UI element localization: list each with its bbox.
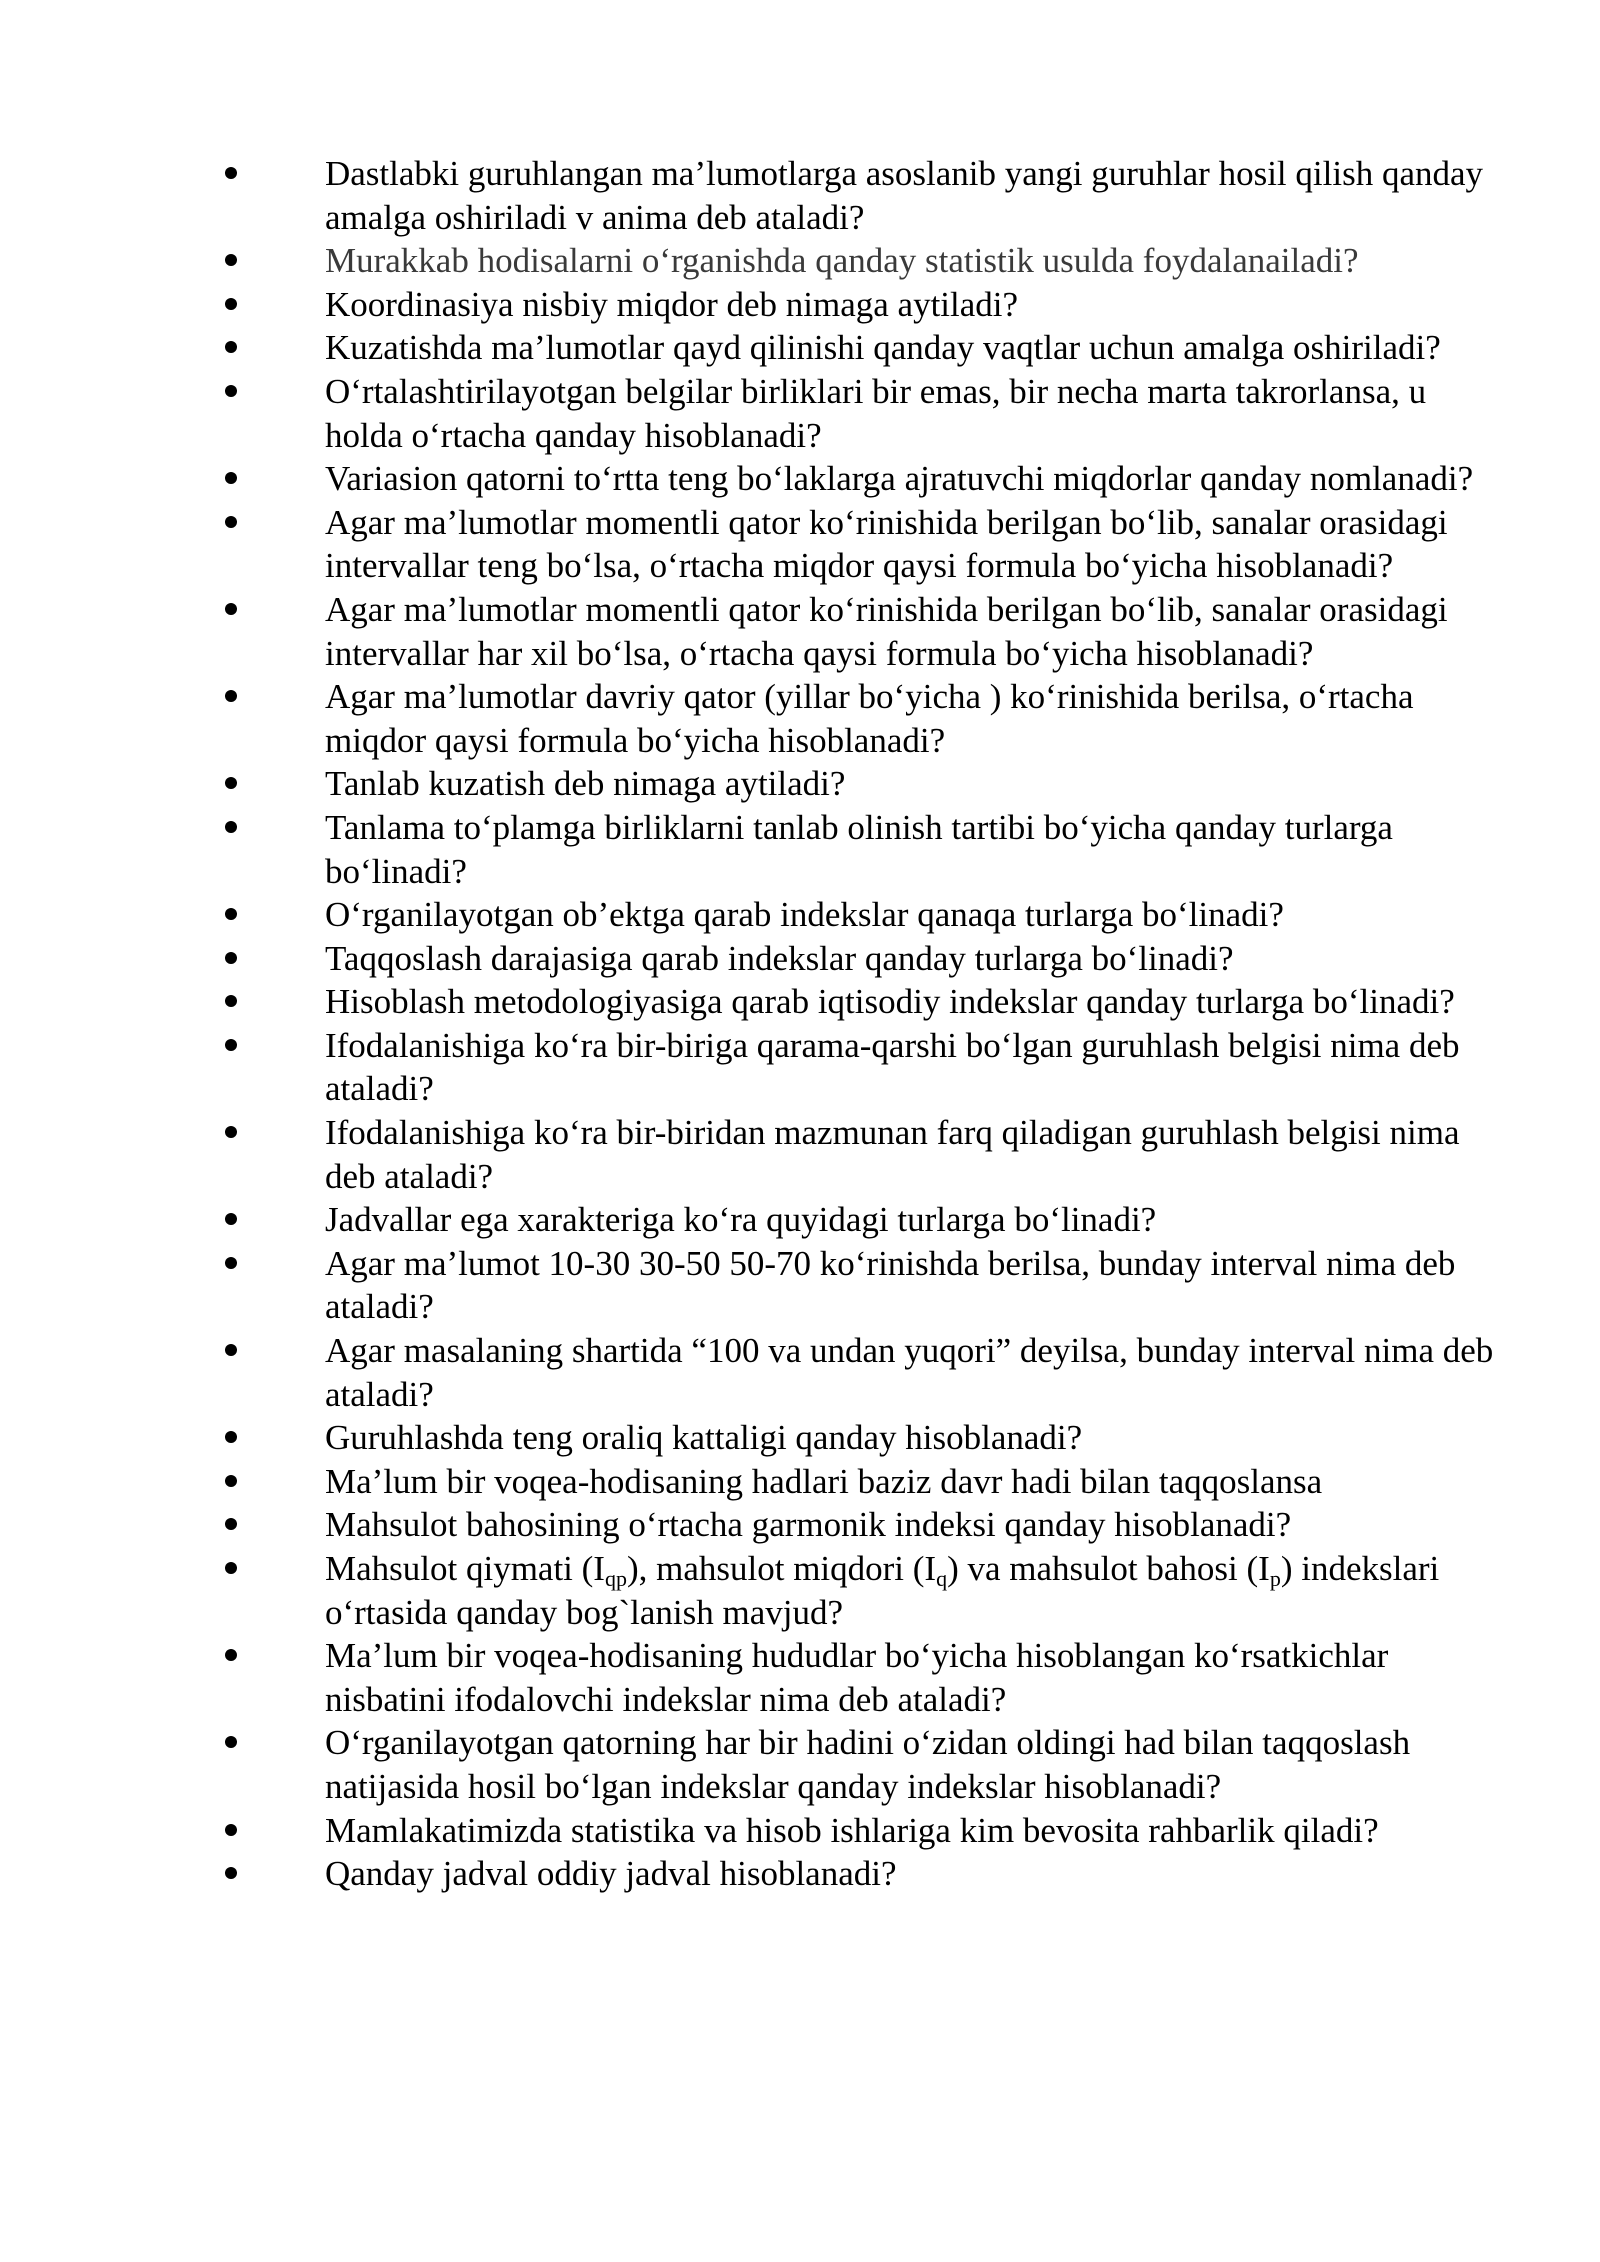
question-text: Koordinasiya nisbiy miqdor deb nimaga aytiladi? (325, 284, 1019, 324)
document-page (0, 152, 1600, 1896)
list-item (0, 1242, 1495, 1329)
question-text: Ma’lum bir voqea-hodisaning hududlar bo‘yicha hisoblangan ko‘rsatkichlar nisbatini ifodalovchi indekslar nima deb ataladi? (325, 1636, 1389, 1719)
bullet-icon (225, 167, 237, 179)
question-text-part: ) va mahsulot bahosi (I (947, 1549, 1270, 1588)
list-item (0, 1198, 1495, 1242)
bullet-icon (225, 1518, 237, 1530)
list-item (0, 1721, 1495, 1808)
list-item (0, 762, 1495, 806)
list-item (0, 675, 1495, 762)
list-item (0, 457, 1495, 501)
list-item (0, 893, 1495, 937)
bullet-icon (225, 952, 237, 964)
list-item (0, 501, 1495, 588)
bullet-icon (225, 341, 237, 353)
bullet-icon (225, 995, 237, 1007)
question-text-with-subscripts (325, 1549, 1439, 1632)
list-item (0, 806, 1495, 893)
list-item (0, 370, 1495, 457)
question-text: Tanlab kuzatish deb nimaga aytiladi? (325, 764, 846, 804)
question-text: Tanlama to‘plamga birliklarni tanlab olinish tartibi bo‘yicha qanday turlarga bo‘linadi? (325, 807, 1393, 891)
list-item (0, 1460, 1495, 1504)
question-text: Mamlakatimizda statistika va hisob ishlariga kim bevosita rahbarlik qiladi? (325, 1810, 1379, 1850)
question-text: Murakkab hodisalarni o‘rganishda qanday statistik usulda foydalanailadi? (325, 241, 1359, 281)
subscript-q: q (936, 1566, 948, 1591)
question-list (0, 152, 1600, 1896)
question-text: Agar ma’lumotlar davriy qator (yillar bo‘yicha ) ko‘rinishida berilsa, o‘rtacha miqdor qaysi formula bo‘yicha hisoblanadi? (325, 677, 1414, 760)
list-item (0, 1634, 1495, 1721)
list-item (0, 1852, 1495, 1896)
bullet-icon (225, 1431, 237, 1443)
list-item (0, 326, 1495, 370)
question-text: Ifodalanishiga ko‘ra bir-biriga qarama-qarshi bo‘lgan guruhlash belgisi nima deb ataladi? (325, 1025, 1460, 1109)
question-text: Qanday jadval oddiy jadval hisoblanadi? (325, 1854, 897, 1894)
bullet-icon (225, 1126, 237, 1138)
question-text: Guruhlashda teng oraliq kattaligi qanday hisoblanadi? (325, 1418, 1083, 1458)
question-text: Mahsulot bahosining o‘rtacha garmonik indeksi qanday hisoblanadi? (325, 1505, 1292, 1545)
list-item (0, 1416, 1495, 1460)
bullet-icon (225, 690, 237, 702)
bullet-icon (225, 821, 237, 833)
question-text: Variasion qatorni to‘rtta teng bo‘laklarga ajratuvchi miqdorlar qanday nomlanadi? (325, 459, 1474, 499)
question-text: Agar ma’lumotlar momentli qator ko‘rinishida berilgan bo‘lib, sanalar orasidagi intervallar har xil bo‘lsa, o‘rtacha qaysi formula bo‘yicha hisoblanadi? (325, 589, 1448, 673)
question-text: Ifodalanishiga ko‘ra bir-biridan mazmunan farq qiladigan guruhlash belgisi nima deb ataladi? (325, 1113, 1460, 1196)
bullet-icon (225, 1344, 237, 1356)
question-text: O‘rganilayotgan ob’ektga qarab indekslar qanaqa turlarga bo‘linadi? (325, 895, 1284, 935)
list-item (0, 980, 1495, 1024)
subscript-p: p (1269, 1566, 1281, 1591)
bullet-icon (225, 1649, 237, 1661)
list-item (0, 1809, 1495, 1853)
question-text: Taqqoslash darajasiga qarab indekslar qanday turlarga bo‘linadi? (325, 938, 1234, 978)
question-text: O‘rganilayotgan qatorning har bir hadini o‘zidan oldingi had bilan taqqoslash natijasida hosil bo‘lgan indekslar qanday indekslar hisoblanadi? (325, 1723, 1411, 1806)
bullet-icon (225, 1824, 237, 1836)
question-text: Kuzatishda ma’lumotlar qayd qilinishi qanday vaqtlar uchun amalga oshiriladi? (325, 328, 1441, 368)
question-text: Agar ma’lumotlar momentli qator ko‘rinishida berilgan bo‘lib, sanalar orasidagi intervallar teng bo‘lsa, o‘rtacha miqdor qaysi formula bo‘yicha hisoblanadi? (325, 502, 1448, 586)
list-item (0, 1503, 1495, 1547)
bullet-icon (225, 472, 237, 484)
question-text-part: ), mahsulot miqdori (I (626, 1549, 937, 1588)
bullet-icon (225, 603, 237, 615)
bullet-icon (225, 385, 237, 397)
question-text: O‘rtalashtirilayotgan belgilar birliklari bir emas, bir necha marta takrorlansa, u holda o‘rtacha qanday hisoblanadi? (325, 371, 1427, 455)
list-item (0, 937, 1495, 981)
list-item (0, 152, 1495, 239)
bullet-icon (225, 908, 237, 920)
list-item (0, 1547, 1495, 1634)
bullet-icon (225, 1867, 237, 1879)
question-text: Agar ma’lumot 10-30 30-50 50-70 ko‘rinishda berilsa, bunday interval nima deb ataladi? (325, 1243, 1456, 1327)
bullet-icon (225, 1475, 237, 1487)
list-item (0, 1111, 1495, 1198)
subscript-qp: qp (604, 1566, 627, 1591)
question-text-part: ) indekslari o‘rtasida qanday bog`lanish mavjud? (325, 1549, 1440, 1632)
bullet-icon (225, 1213, 237, 1225)
bullet-icon (225, 1736, 237, 1748)
bullet-icon (225, 1562, 237, 1574)
bullet-icon (225, 1257, 237, 1269)
bullet-icon (225, 254, 237, 266)
question-text: Agar masalaning shartida “100 va undan yuqori” deyilsa, bunday interval nima deb ataladi? (325, 1331, 1494, 1414)
list-item (0, 239, 1495, 283)
bullet-icon (225, 1039, 237, 1051)
question-text: Hisoblash metodologiyasiga qarab iqtisodiy indekslar qanday turlarga bo‘linadi? (325, 982, 1455, 1022)
question-text: Jadvallar ega xarakteriga ko‘ra quyidagi turlarga bo‘linadi? (325, 1200, 1157, 1240)
list-item (0, 588, 1495, 675)
question-text-part: Mahsulot qiymati (I (325, 1549, 605, 1588)
list-item (0, 283, 1495, 327)
question-text: Ma’lum bir voqea-hodisaning hadlari baziz davr hadi bilan taqqoslansa (325, 1461, 1323, 1501)
list-item (0, 1024, 1495, 1111)
list-item (0, 1329, 1495, 1416)
bullet-icon (225, 516, 237, 528)
bullet-icon (225, 777, 237, 789)
bullet-icon (225, 298, 237, 310)
question-text: Dastlabki guruhlangan ma’lumotlarga asoslanib yangi guruhlar hosil qilish qanday amalga oshiriladi v anima deb ataladi? (325, 154, 1484, 237)
